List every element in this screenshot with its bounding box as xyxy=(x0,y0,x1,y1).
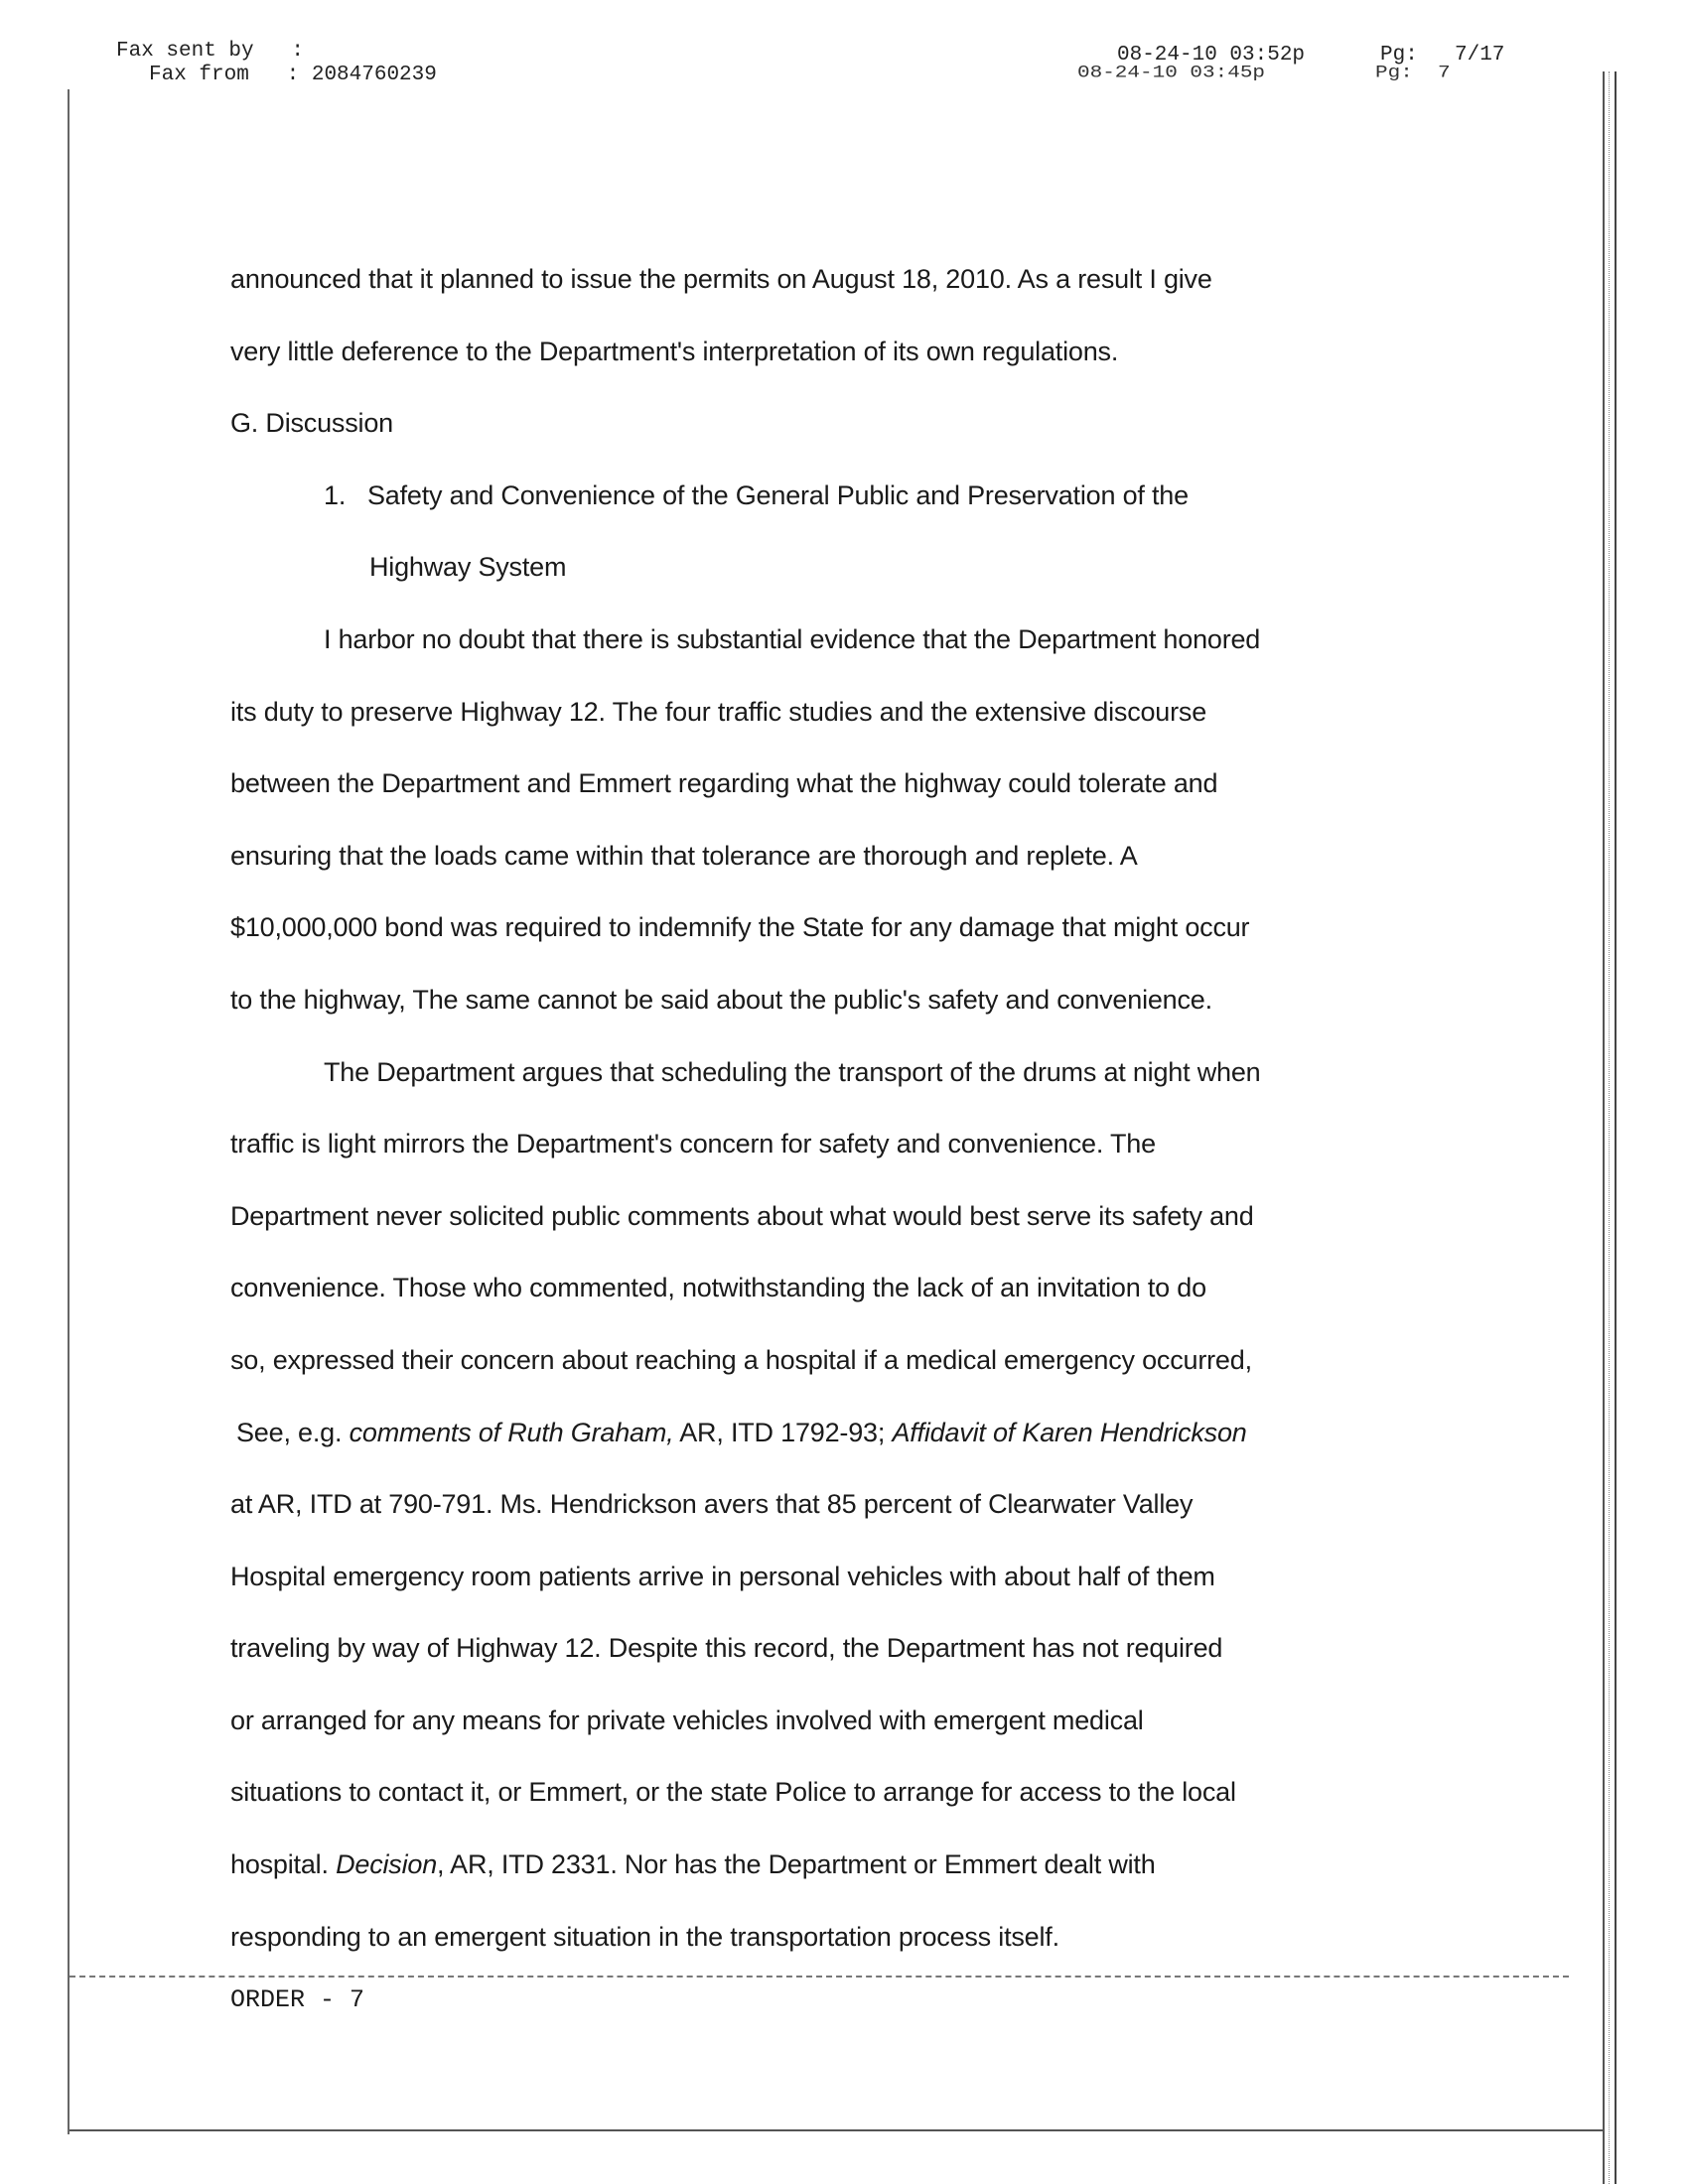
text-line: I harbor no doubt that there is substantial evidence that the Department honored xyxy=(324,623,1261,654)
fax-pg-secondary: Pg: 7 xyxy=(1375,64,1451,83)
subsection-heading-cont: Highway System xyxy=(369,552,567,583)
text-line: so, expressed their concern about reaching a hospital if a medical emergency occurred, xyxy=(230,1344,1252,1375)
text-line: between the Department and Emmert regarding what the highway could tolerate and xyxy=(230,768,1218,799)
text-line: situations to contact it, or Emmert, or the state Police to arrange for access to the local xyxy=(230,1777,1236,1808)
fax-from-number: 2084760239 xyxy=(311,64,437,86)
order-body xyxy=(230,243,1402,1973)
citation: comments of Ruth Graham, xyxy=(349,1417,674,1447)
fax-timestamp: 08-24-10 03:52p xyxy=(1117,44,1306,67)
text-line: ensuring that the loads came within that tolerance are thorough and replete. A xyxy=(230,840,1138,871)
fax-pg-label: Pg: xyxy=(1380,44,1418,67)
fax-header xyxy=(0,40,1688,99)
text-line: convenience. Those who commented, notwithstanding the lack of an invitation to do xyxy=(230,1273,1206,1303)
fax-sent-by: Fax sent by : xyxy=(116,40,305,63)
text-line: $10,000,000 bond was required to indemnify the State for any damage that might occur xyxy=(230,912,1250,943)
scan-edge-right-outer xyxy=(1615,71,1617,2184)
text-line: The Department argues that scheduling the transport of the drums at night when xyxy=(324,1056,1261,1087)
text-line: its duty to preserve Highway 12. The four traffic studies and the extensive discourse xyxy=(230,696,1207,727)
scan-edge-bottom xyxy=(70,2129,1604,2131)
text-line: very little deference to the Department's interpretation of its own regulations. xyxy=(230,336,1119,366)
text-line: hospital. Decision, AR, ITD 2331. Nor has the Department or Emmert dealt with xyxy=(230,1849,1156,1880)
fax-page-count: 7/17 xyxy=(1455,44,1505,67)
footer-divider xyxy=(70,1976,1569,1978)
section-heading: G. Discussion xyxy=(230,408,393,439)
text-line: traffic is light mirrors the Department's concern for safety and convenience. The xyxy=(230,1129,1156,1160)
scan-edge-left xyxy=(68,89,70,2134)
text-line: Department never solicited public comments about what would best serve its safety and xyxy=(230,1200,1254,1231)
text-line: Hospital emergency room patients arrive in personal vehicles with about half of them xyxy=(230,1561,1215,1591)
subsection-heading: 1. Safety and Convenience of the General Public and Preservation of the xyxy=(230,460,1402,532)
subsection-number: 1. xyxy=(324,479,347,510)
citation: Decision xyxy=(336,1849,438,1880)
citation: Affidavit of Karen Hendrickson xyxy=(892,1417,1247,1447)
text-line: to the highway, The same cannot be said about the public's safety and convenience. xyxy=(230,984,1212,1015)
text-line: traveling by way of Highway 12. Despite this record, the Department has not required xyxy=(230,1633,1223,1664)
page-footer: ORDER - 7 xyxy=(230,1985,365,2014)
text-line: responding to an emergent situation in the transportation process itself. xyxy=(230,1921,1059,1952)
text-line: See, e.g. comments of Ruth Graham, AR, ITD 1792-93; Affidavit of Karen Hendrickson xyxy=(236,1417,1247,1447)
fax-timestamp-secondary: 08-24-10 03:45p xyxy=(1077,64,1266,83)
text-line: announced that it planned to issue the permits on August 18, 2010. As a result I give xyxy=(230,264,1212,294)
text-line: or arranged for any means for private vehicles involved with emergent medical xyxy=(230,1705,1144,1735)
fax-from: Fax from : 2084760239 xyxy=(149,64,437,86)
scan-edge-right xyxy=(1603,71,1605,2184)
scan-edge-right-dotted xyxy=(1609,71,1610,2184)
text-line: at AR, ITD at 790-791. Ms. Hendrickson avers that 85 percent of Clearwater Valley xyxy=(230,1489,1194,1520)
